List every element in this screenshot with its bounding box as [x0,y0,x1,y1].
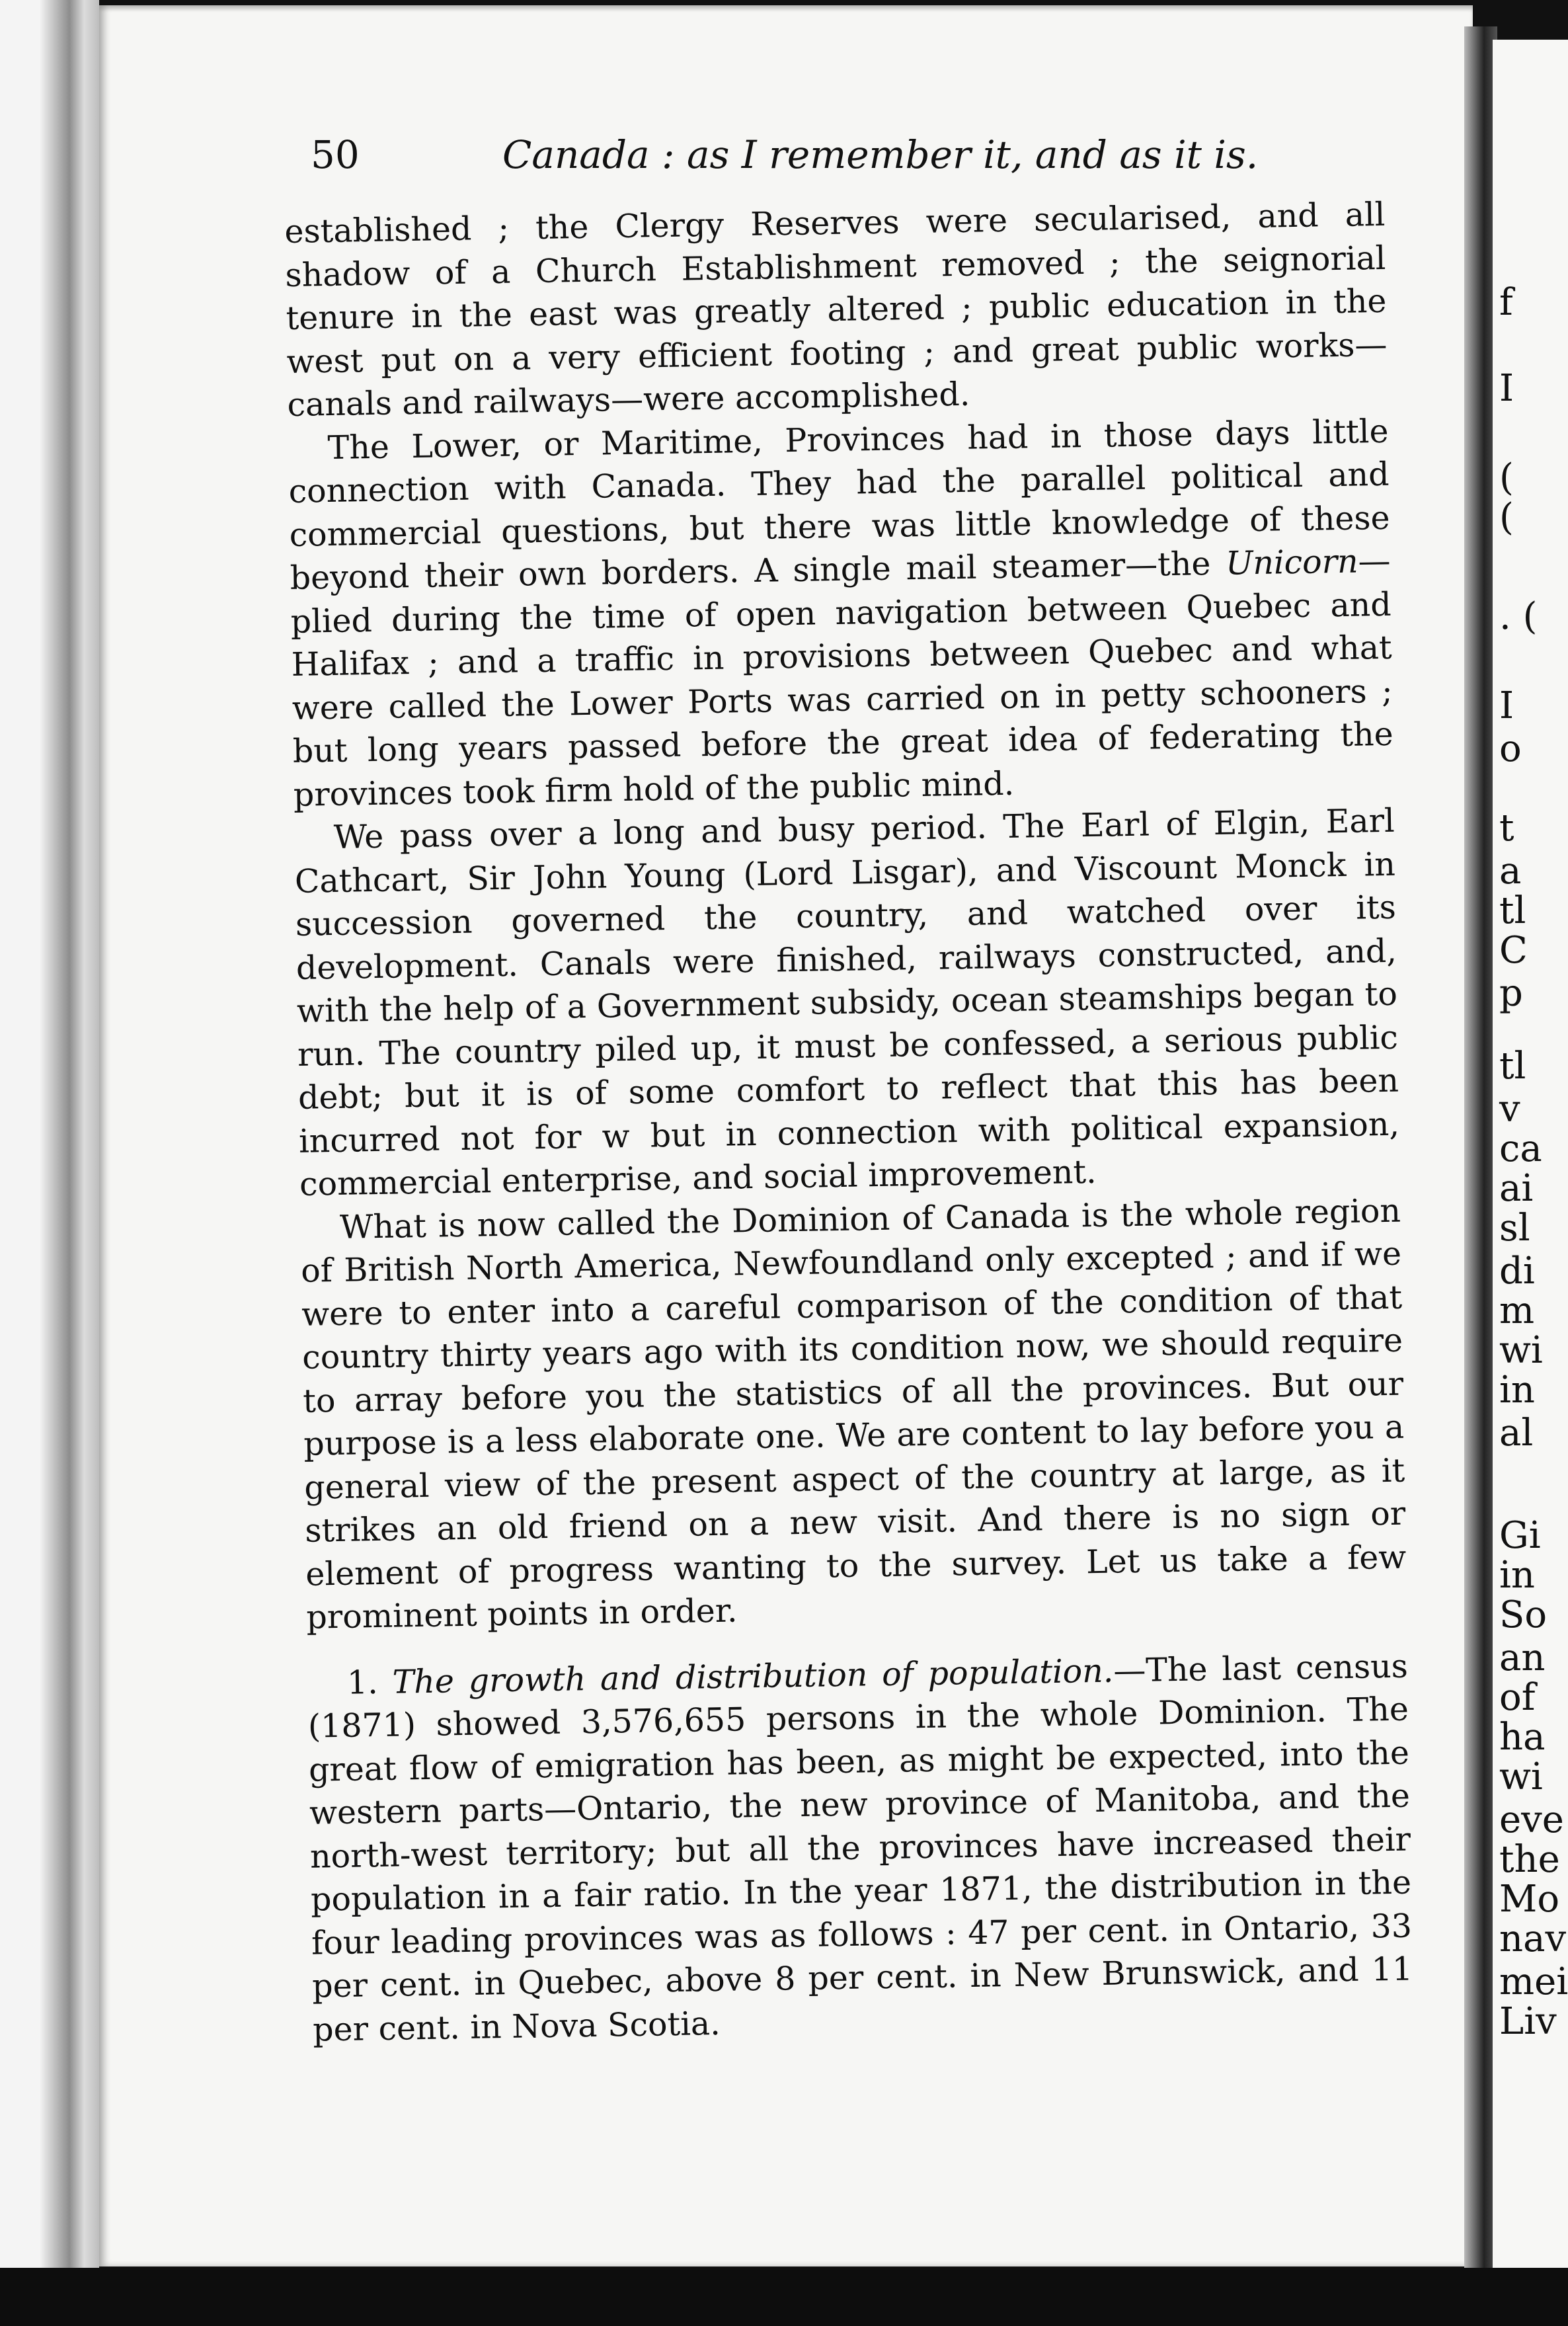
section-paragraph [307,1644,1413,2052]
next-page-fragment: mei [1499,1960,1568,2003]
next-page-fragment: of [1499,1676,1536,1719]
next-page-fragment: ( [1499,456,1514,499]
next-page-fragment: t [1499,807,1514,850]
book-left-edge [0,0,99,2326]
next-page-fragment: Gi [1499,1514,1541,1557]
next-page-fragment: the [1499,1838,1560,1881]
next-page-edge [1493,40,1568,2274]
next-page-fragment: wi [1499,1755,1543,1798]
section-number: 1. [346,1663,393,1702]
next-page-fragment: So [1499,1593,1548,1636]
section-text: —The last census (1871) showed 3,576,655 persons in the whole Dominion. The great flow of emigration has been, as might be expected, into the western parts—Ontario, the new province of Manitoba, and the north-west territory; but all the provinces have increased their population in a fair ratio. In the year 1871, the distribution in the four leading provinces was as follows : 47 per cent. in Ontario, 33 per cent. in Quebec, above 8 per cent. in New Brunswick, and 11 per cent. in Nova Scotia. [307,1647,1413,2049]
paragraph: What is now called the Dominion of Canada is the whole region of British North America, Newfoundland only excepted ; and if we were to enter into a careful comparison of the condition of that country thirty years ago with its condition now, we should require to array before you the statistics of all the provinces. But our purpose is a less elaborate one. We are content to lay before you a general view of the present aspect of the country at large, as it strikes an old friend on a new visit. And there is no sign or element of progress wanting to the survey. Let us take a few prominent points in order. [300,1191,1407,1636]
next-page-fragment: in [1499,1554,1535,1597]
next-page-fragment: ( [1499,496,1514,539]
next-page-fragment: al [1499,1412,1534,1455]
next-page-fragment: in [1499,1369,1535,1412]
scan-bottom-band [0,2268,1568,2326]
next-page-fragment: wi [1499,1329,1543,1372]
section-heading: The growth and distribution of population. [392,1652,1114,1701]
next-page-fragment: o [1499,727,1522,770]
next-page-fragment: f [1499,281,1513,324]
next-page-fragment: tl [1499,889,1526,932]
next-page-fragment: p [1499,972,1523,1015]
next-page-fragment: ha [1499,1716,1546,1759]
page-number: 50 [311,132,360,177]
next-page-fragment: I [1499,367,1514,410]
page-body [284,193,1414,2052]
next-page-fragment: ai [1499,1167,1534,1210]
paragraph-text: —plied during the time of open navigation between Quebec and Halifax ; and a traffic in provisions between Quebec and what were called the Lower Ports was carried on in petty schooners ; but long years passed before the great idea of federating the provinces took firm hold of the public mind. [290,541,1394,814]
paragraph: established ; the Clergy Reserves were secularised, and all shadow of a Church Establishment removed ; the seignorial tenure in the east was greatly altered ; public education in the west put on a very efficient footing ; and great public works—canals and railways—were accomplished. [284,195,1388,424]
next-page-fragment: I [1499,684,1514,727]
next-page-fragment: eve [1499,1798,1564,1841]
next-page-fragment: m [1499,1289,1535,1332]
next-page-fragment: Liv [1499,2000,1557,2043]
paragraph: We pass over a long and busy period. The Earl of Elgin, Earl Cathcart, Sir John Young (Lord Lisgar), and Viscount Monck in succession governed the country, and watched over its development. Canals were finished, railways constructed, and, with the help of a Government subsidy, ocean steamships began to run. The country piled up, it must be confessed, a serious public debt; but it is of some comfort to reflect that this has been incurred not for w but in connection with political expansion, commercial enterprise, and social improvement. [294,801,1400,1203]
next-page-fragment: C [1499,929,1528,972]
next-page-fragment: sl [1499,1207,1530,1250]
running-title: Canada : as I remember it, and as it is. [502,132,1259,177]
next-page-fragment: tl [1499,1045,1526,1088]
next-page-fragment: Mo [1499,1878,1560,1921]
next-page-fragment: . ( [1499,595,1538,638]
next-page-fragment: v [1499,1088,1520,1131]
paragraph [288,409,1394,817]
next-page-fragment: nav [1499,1917,1567,1960]
next-page-fragment: an [1499,1636,1546,1679]
next-page-fragment: ca [1499,1127,1542,1170]
page-header [311,132,1259,185]
paragraph-text: The Lower, or Maritime, Provinces had in those days little connection with Canada. They had the parallel political and commercial questions, but there was little knowledge of these beyond their own borders. A single mail steamer—the [288,412,1390,597]
next-page-fragment: a [1499,850,1522,893]
next-page-fragment: di [1499,1250,1535,1293]
ship-name: Unicorn [1225,542,1358,582]
